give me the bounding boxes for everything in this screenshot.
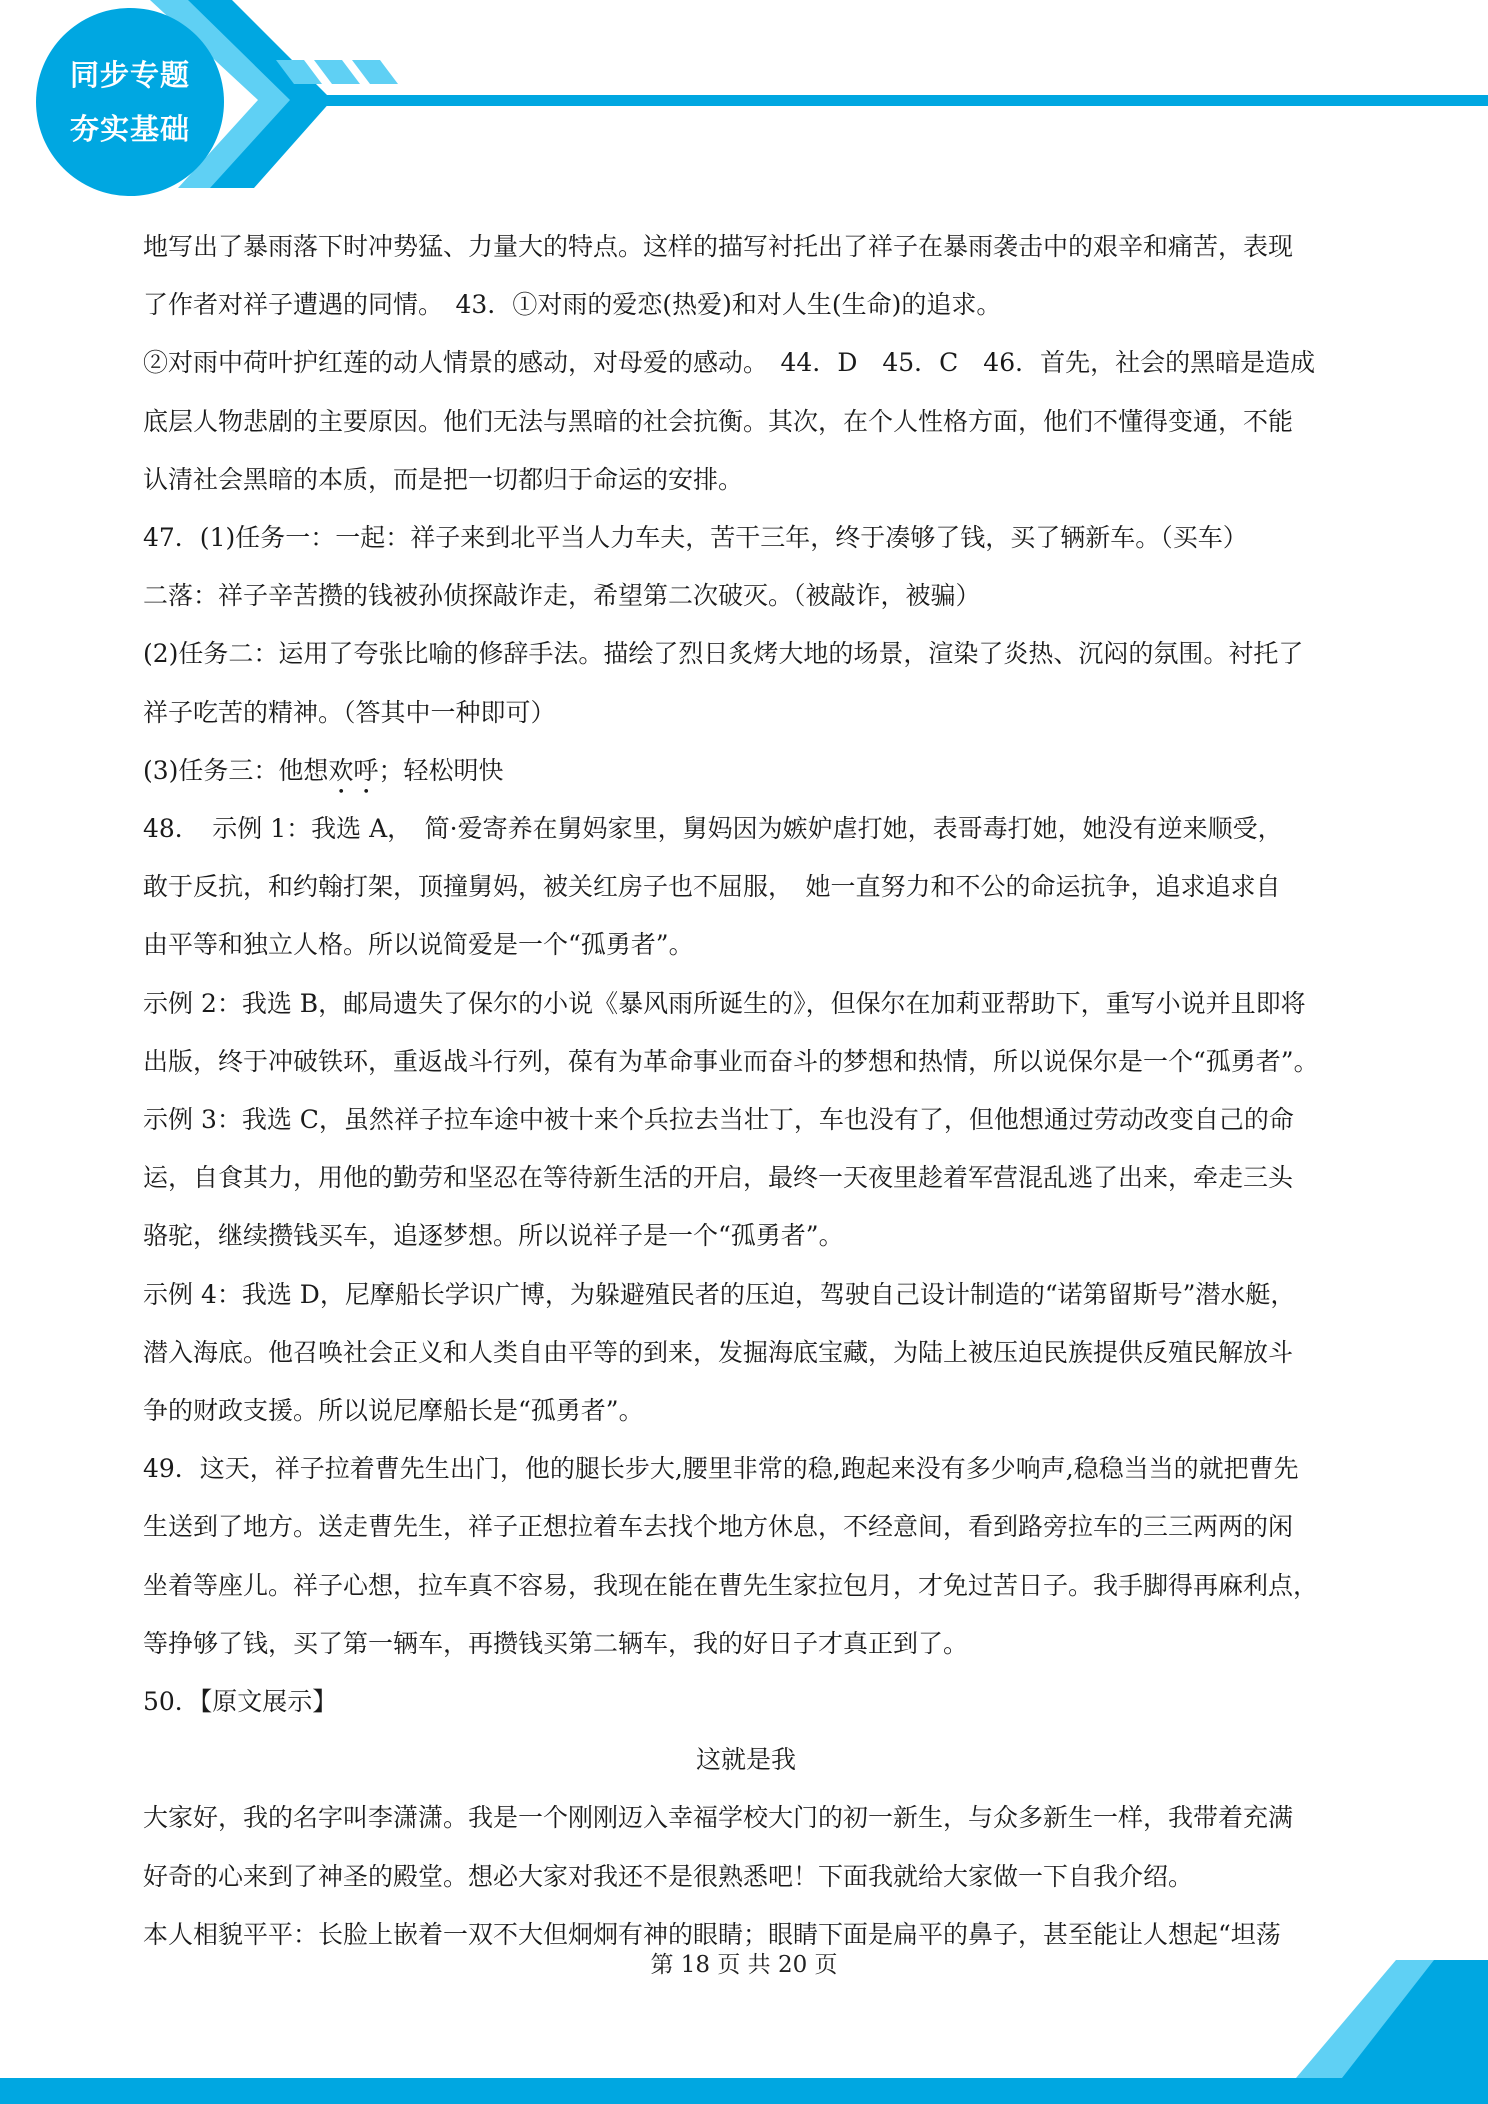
- text-line: 出版，终于冲破铁环，重返战斗行列，葆有为革命事业而奋斗的梦想和热情，所以说保尔是一个“孤勇者”。: [143, 1046, 1319, 1076]
- essay-line: 大家好，我的名字叫李潇潇。我是一个刚刚迈入幸福学校大门的初一新生，与众多新生一样，我带着充满: [143, 1803, 1294, 1833]
- text-line: (2)任务二：运用了夸张比喻的修辞手法。描绘了烈日炙烤大地的场景，渲染了炎热、沉闷的氛围。衬托了: [143, 639, 1304, 669]
- text-line: 祥子吃苦的精神。（答其中一种即可）: [143, 697, 556, 727]
- page-number: 第 18 页 共 20 页: [650, 1952, 838, 1978]
- text-line: 生送到了地方。送走曹先生，祥子正想拉着车去找个地方休息，不经意间，看到路旁拉车的三三两两的闲: [143, 1512, 1294, 1542]
- text-line: 二落：祥子辛苦攒的钱被孙侦探敲诈走，希望第二次破灭。（被敲诈，被骗）: [143, 581, 981, 611]
- essay-line: 本人相貌平平：长脸上嵌着一双不大但炯炯有神的眼睛；眼睛下面是扁平的鼻子，甚至能让人想起“坦荡: [143, 1919, 1281, 1949]
- task3-emphasis: 欢呼: [328, 755, 379, 785]
- task3-suffix: ；轻松明快: [378, 755, 504, 785]
- text-line: ②对雨中荷叶护红莲的动人情景的感动，对母爱的感动。 44．D 45．C 46．首先，社会的黑暗是造成: [143, 348, 1316, 378]
- badge-line-2: 夯实基础: [69, 112, 190, 146]
- answer-text: [143, 218, 1349, 1964]
- text-line: 骆驼，继续攒钱买车，追逐梦想。所以说祥子是一个“孤勇者”。: [143, 1221, 844, 1251]
- text-line: 坐着等座儿。祥子心想，拉车真不容易，我现在能在曹先生家拉包月，才免过苦日子。我手脚得再麻利点，: [143, 1570, 1319, 1600]
- footer-bar: [0, 2078, 1488, 2104]
- text-line: 由平等和独立人格。所以说简爱是一个“孤勇者”。: [143, 930, 694, 960]
- text-line: 49．这天，祥子拉着曹先生出门，他的腿长步大,腰里非常的稳,跑起来没有多少响声,稳稳当当的就把曹先: [143, 1454, 1299, 1484]
- essay-line: 好奇的心来到了神圣的殿堂。想必大家对我还不是很熟悉吧！下面我就给大家做一下自我介绍。: [143, 1861, 1194, 1891]
- text-line: 48． 示例 1：我选 A， 简·爱寄养在舅妈家里，舅妈因为嫉妒虐打她，表哥毒打她，她没有逆来顺受，: [143, 814, 1283, 844]
- section-badge: [36, 8, 224, 196]
- task3-prefix: (3)任务三：他想: [143, 755, 329, 785]
- text-line: 示例 2：我选 B，邮局遗失了保尔的小说《暴风雨所诞生的》，但保尔在加莉亚帮助下，重写小说并且即将: [143, 988, 1306, 1018]
- text-line: 潜入海底。他召唤社会正义和人类自由平等的到来，发掘海底宝藏，为陆上被压迫民族提供反殖民解放斗: [143, 1337, 1294, 1367]
- text-line: 47．(1)任务一：一起：祥子来到北平当人力车夫，苦干三年，终于凑够了钱，买了辆新车。（买车）: [143, 523, 1248, 553]
- badge-line-1: 同步专题: [69, 58, 190, 92]
- text-line: 底层人物悲剧的主要原因。他们无法与黑暗的社会抗衡。其次，在个人性格方面，他们不懂得变通，不能: [143, 406, 1294, 436]
- header-stripe-3: [352, 60, 398, 84]
- text-line: 运，自食其力，用他的勤劳和坚忍在等待新生活的开启，最终一天夜里趁着军营混乱逃了出来，牵走三头: [143, 1163, 1294, 1193]
- text-line: 了作者对祥子遭遇的同情。 43．①对雨的爱恋(热爱)和对人生(生命)的追求。: [143, 290, 1002, 320]
- footer-banner: [0, 1960, 1488, 2104]
- header-stripe-2: [314, 60, 360, 84]
- essay-title: 这就是我: [695, 1745, 796, 1775]
- text-line: 敢于反抗，和约翰打架，顶撞舅妈，被关红房子也不屈服， 她一直努力和不公的命运抗争，追求追求自: [143, 872, 1281, 902]
- text-line: 50．【原文展示】: [143, 1687, 338, 1717]
- text-line: 认清社会黑暗的本质，而是把一切都归于命运的安排。: [143, 464, 744, 494]
- text-line: 示例 3：我选 C，虽然祥子拉车途中被十来个兵拉去当壮丁，车也没有了，但他想通过劳动改变自己的命: [143, 1105, 1294, 1135]
- task3-line: [143, 742, 1349, 800]
- header-line: [300, 95, 1488, 106]
- text-line: 等挣够了钱，买了第一辆车，再攒钱买第二辆车，我的好日子才真正到了。: [143, 1628, 969, 1658]
- text-line: 争的财政支援。所以说尼摩船长是“孤勇者”。: [143, 1396, 644, 1426]
- text-line: 地写出了暴雨落下时冲势猛、力量大的特点。这样的描写衬托出了祥子在暴雨袭击中的艰辛和痛苦，表现: [143, 232, 1294, 261]
- text-line: 示例 4：我选 D，尼摩船长学识广博，为躲避殖民者的压迫，驾驶自己设计制造的“诺第留斯号”潜水艇，: [143, 1279, 1296, 1309]
